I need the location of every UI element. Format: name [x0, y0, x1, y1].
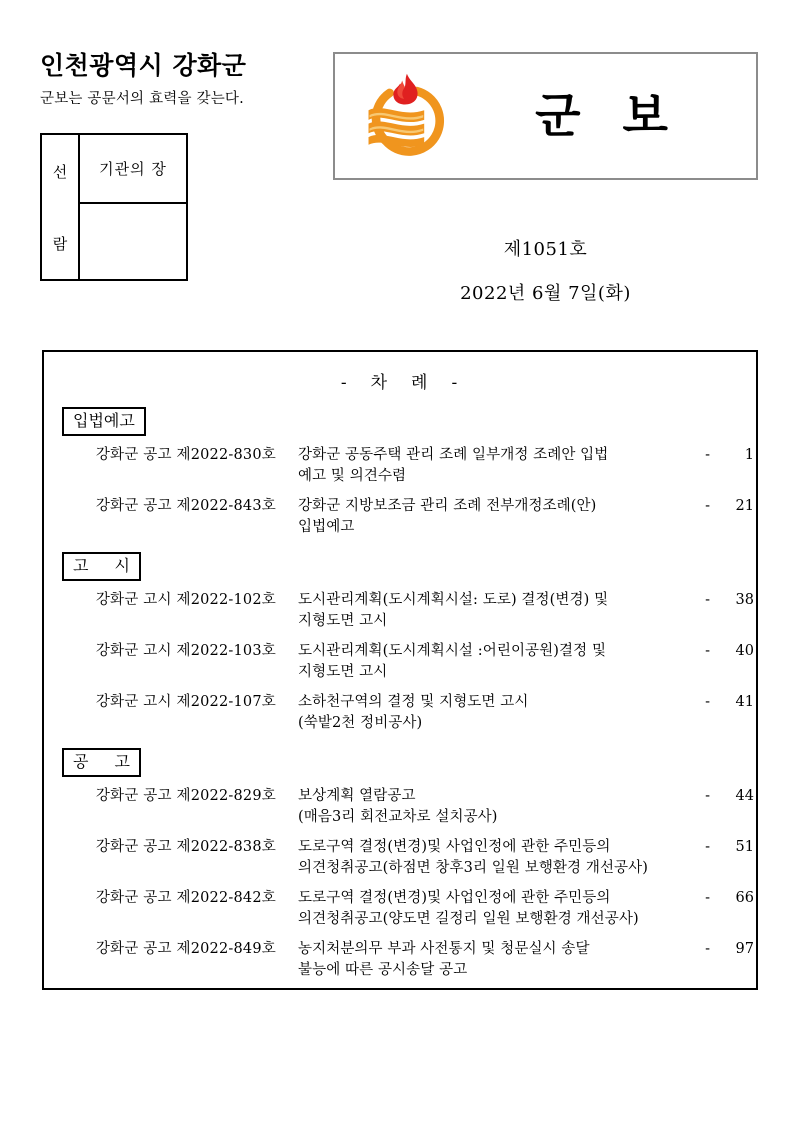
- toc-entry[interactable]: [44, 888, 756, 930]
- toc-entry-title-line-2: 지형도면 고시: [298, 613, 388, 630]
- toc-entry-page-number: 41: [735, 694, 754, 711]
- toc-entry-title-line-2: 예고 및 의견수렴: [298, 468, 407, 485]
- toc-section-label-char-1: 공: [73, 752, 89, 772]
- toc-entry-page-number: 97: [735, 941, 754, 958]
- toc-title-dash-right: -: [451, 373, 460, 393]
- table-of-contents-title: [44, 368, 756, 393]
- toc-entry-document-number: 강화군 고시 제2022-103호: [95, 643, 276, 660]
- toc-entry-title-line-1: 소하천구역의 결정 및 지형도면 고시: [298, 694, 529, 711]
- organization-title: 인천광역시 강화군: [40, 51, 247, 80]
- toc-section-label-char-2: 고: [114, 752, 130, 772]
- toc-entry-body: [276, 496, 756, 538]
- toc-entry[interactable]: [44, 590, 756, 632]
- toc-entry-body: [276, 692, 756, 734]
- toc-entry-title-line-1: 강화군 공동주택 관리 조례 일부개정 조례안 입법: [298, 447, 609, 463]
- toc-entry-document-number: 강화군 공고 제2022-830호: [95, 447, 276, 463]
- toc-entry[interactable]: [44, 837, 756, 879]
- toc-entry-title-line-2: 지형도면 고시: [298, 664, 388, 681]
- toc-entry[interactable]: [44, 641, 756, 683]
- toc-entry-dash: -: [705, 643, 710, 660]
- toc-entry-title-line-1: 도시관리계획(도시계획시설: 도로) 결정(변경) 및: [298, 592, 609, 609]
- toc-title-char-1: 차: [370, 373, 389, 393]
- table-of-contents-box: [42, 350, 758, 990]
- toc-section-label: [62, 748, 141, 777]
- toc-title-dash-left: -: [340, 373, 349, 393]
- toc-entry-document-number: 강화군 공고 제2022-829호: [95, 788, 276, 805]
- banner-title: 군보: [535, 88, 710, 144]
- approval-table: [40, 133, 188, 281]
- toc-entry-title-line-2: 의견청취공고(하점면 창후3리 일원 보행환경 개선공사): [298, 860, 649, 877]
- toc-entry-body: [276, 445, 756, 487]
- toc-entry-dash: -: [705, 890, 710, 907]
- toc-entry-title-line-1: 도시관리계획(도시계획시설 :어린이공원)결정 및: [298, 643, 607, 660]
- toc-entry-page-number: 38: [735, 592, 754, 609]
- toc-entry[interactable]: [44, 496, 756, 538]
- toc-entry-dash: -: [705, 839, 710, 856]
- toc-entry-title-line-2: (매음3리 회전교차로 설치공사): [298, 809, 498, 826]
- toc-entry-body: [276, 837, 756, 879]
- toc-entry[interactable]: [44, 939, 756, 981]
- toc-section: [44, 407, 756, 538]
- approval-signature-column: [80, 135, 186, 279]
- toc-entry-title-line-1: 보상계획 열람공고: [298, 788, 416, 805]
- toc-entry-dash: -: [705, 788, 710, 805]
- toc-entry-dash: -: [705, 592, 710, 609]
- approval-label-char-1: 선: [52, 162, 68, 181]
- toc-entry-title-line-2: (쑥밭2천 정비공사): [298, 715, 423, 732]
- toc-section-label-char-1: 고: [73, 556, 89, 576]
- ganghwa-gun-emblem-icon: [357, 68, 453, 164]
- issue-date: 2022년 6월 7일(화): [460, 283, 631, 304]
- masthead: [40, 52, 340, 108]
- toc-entry-document-number: 강화군 고시 제2022-102호: [95, 592, 276, 609]
- toc-section: [44, 552, 756, 734]
- toc-entry-body: [276, 590, 756, 632]
- toc-section-label: 입법예고: [62, 407, 146, 436]
- toc-title-char-2: 례: [411, 373, 430, 393]
- toc-entry-title-line-1: 도로구역 결정(변경)및 사업인정에 관한 주민등의: [298, 839, 611, 856]
- toc-entry[interactable]: [44, 445, 756, 487]
- toc-entry-dash: -: [705, 447, 710, 463]
- toc-entry-page-number: 51: [735, 839, 754, 856]
- toc-entry-document-number: 강화군 공고 제2022-842호: [95, 890, 276, 907]
- toc-section-label: [62, 552, 141, 581]
- approval-head-label: 기관의 장: [80, 135, 186, 204]
- toc-sections: [44, 407, 756, 981]
- toc-entry-dash: -: [705, 694, 710, 711]
- toc-section: [44, 748, 756, 981]
- toc-entry-dash: -: [705, 498, 710, 515]
- toc-entry-title-line-2: 입법예고: [298, 519, 355, 536]
- toc-entry-page-number: 66: [735, 890, 754, 907]
- toc-entry-list: [44, 590, 756, 734]
- toc-entry-body: [276, 786, 756, 828]
- approval-signature-area: [80, 204, 186, 279]
- approval-label-column: [42, 135, 80, 279]
- toc-entry-page-number: 1: [744, 447, 754, 463]
- issue-number: 제1051호: [503, 239, 588, 260]
- toc-entry-title-line-2: 의견청취공고(양도면 길정리 일원 보행환경 개선공사): [298, 911, 639, 928]
- toc-entry-body: [276, 641, 756, 683]
- toc-entry-title-line-1: 도로구역 결정(변경)및 사업인정에 관한 주민등의: [298, 890, 611, 907]
- issue-info: [333, 235, 758, 305]
- toc-entry-list: [44, 445, 756, 538]
- toc-entry-page-number: 44: [735, 788, 754, 805]
- title-banner: [333, 52, 758, 180]
- toc-entry-page-number: 21: [735, 498, 754, 515]
- toc-entry-document-number: 강화군 공고 제2022-838호: [95, 839, 276, 856]
- toc-entry-title-line-2: 불능에 따른 공시송달 공고: [298, 962, 468, 979]
- toc-entry-body: [276, 939, 756, 981]
- toc-entry[interactable]: [44, 692, 756, 734]
- toc-entry-page-number: 40: [735, 643, 754, 660]
- toc-entry[interactable]: [44, 786, 756, 828]
- toc-section-label-char-2: 시: [114, 556, 130, 576]
- toc-entry-dash: -: [705, 941, 710, 958]
- toc-entry-body: [276, 888, 756, 930]
- masthead-subtitle: 군보는 공문서의 효력을 갖는다.: [40, 90, 244, 107]
- toc-entry-document-number: 강화군 고시 제2022-107호: [95, 694, 276, 711]
- approval-label-char-2: 람: [52, 234, 68, 253]
- toc-entry-list: [44, 786, 756, 981]
- toc-entry-document-number: 강화군 공고 제2022-849호: [95, 941, 276, 958]
- toc-entry-title-line-1: 강화군 지방보조금 관리 조례 전부개정조례(안): [298, 498, 597, 515]
- toc-entry-title-line-1: 농지처분의무 부과 사전통지 및 청문실시 송달: [298, 941, 590, 958]
- toc-entry-document-number: 강화군 공고 제2022-843호: [95, 498, 276, 515]
